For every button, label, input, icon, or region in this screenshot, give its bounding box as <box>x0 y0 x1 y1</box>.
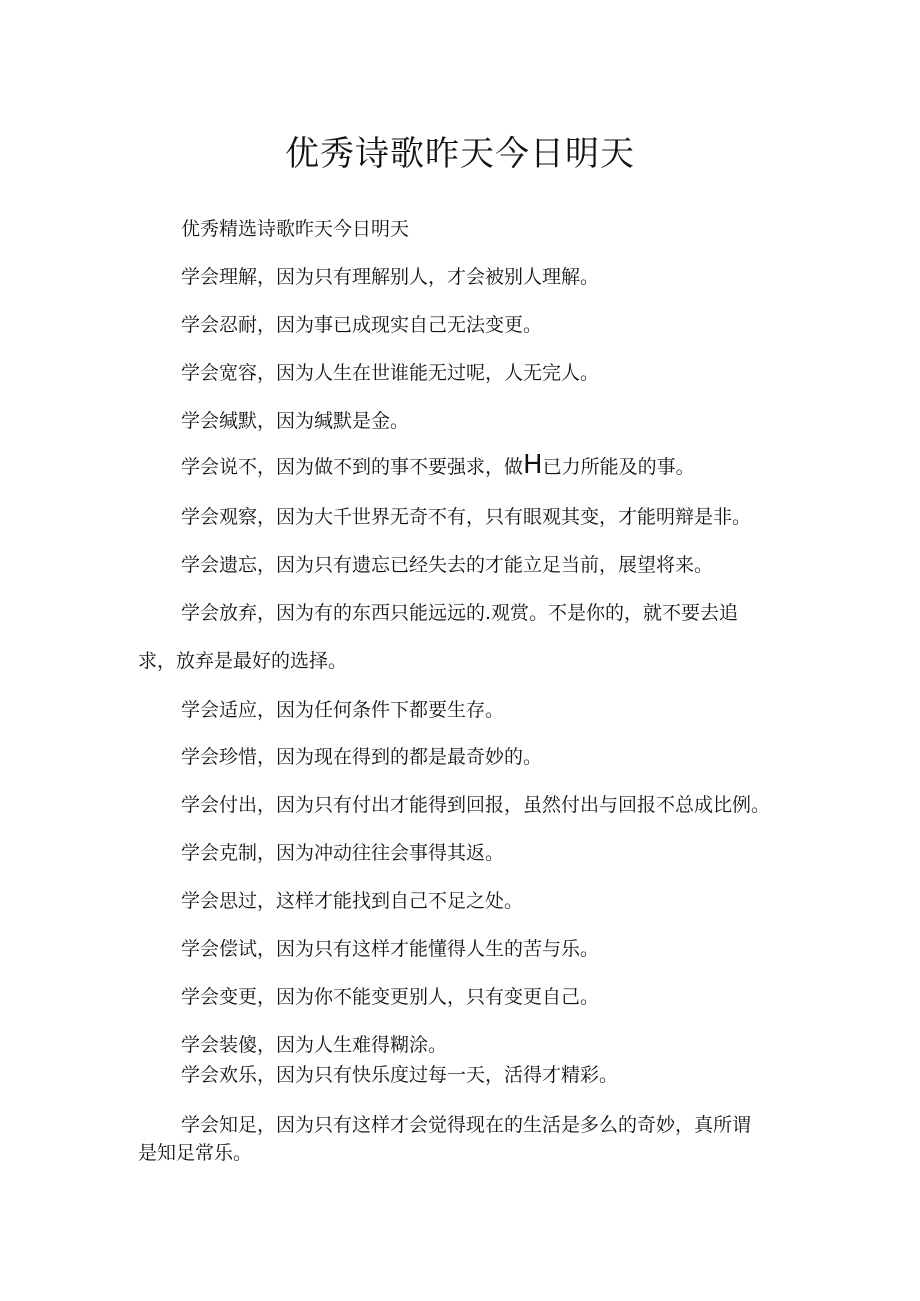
paragraph-change: 学会变更，因为你不能变更别人，只有变更自己。 <box>181 986 600 1008</box>
paragraph-adapt: 学会适应，因为任何条件下都要生存。 <box>181 699 505 721</box>
paragraph-understand: 学会理解，因为只有理解别人，才会被别人理解。 <box>181 266 600 288</box>
paragraph-reflect: 学会思过，这样才能找到自己不足之处。 <box>181 890 524 912</box>
paragraph-be-happy: 学会欢乐，因为只有快乐度过每一天，活得才精彩。 <box>181 1064 619 1086</box>
paragraph-give: 学会付出，因为只有付出才能得到回报，虽然付出与回报不总成比例。 <box>181 794 771 816</box>
paragraph-give-up <box>138 600 788 674</box>
paragraph-observe: 学会观察，因为大千世界无奇不有，只有眼观其变，才能明辩是非。 <box>181 506 752 528</box>
paragraph-play-dumb: 学会装傻，因为人生难得糊涂。 <box>181 1034 448 1056</box>
document-title: 优秀诗歌昨天今日明天 <box>285 134 635 174</box>
contentment-line-2: 是知足常乐。 <box>138 1142 253 1164</box>
give-up-line-1: 学会放弃，因为有的东西只能远远的.观赏。不是你的，就不要去追 <box>181 602 739 624</box>
paragraph-tolerate: 学会宽容，因为人生在世谁能无过呢，人无完人。 <box>181 362 600 384</box>
give-up-line-2: 求，放弃是最好的选择。 <box>138 650 348 672</box>
paragraph-try: 学会偿试，因为只有这样才能懂得人生的苦与乐。 <box>181 938 600 960</box>
say-no-text-after: 已力所能及的事。 <box>542 456 695 478</box>
paragraph-cherish: 学会珍惜，因为现在得到的都是最奇妙的。 <box>181 746 543 768</box>
paragraph-contentment <box>138 1112 788 1166</box>
subtitle-paragraph: 优秀精选诗歌昨天今日明天 <box>181 218 410 240</box>
contentment-line-1: 学会知足，因为只有这样才会觉得现在的生活是多么的奇妙，真所谓 <box>181 1114 752 1136</box>
paragraph-say-no <box>138 450 788 480</box>
say-no-text-before: 学会说不，因为做不到的事不要强求，做 <box>181 456 524 478</box>
paragraph-endure: 学会忍耐，因为事已成现实自己无法变更。 <box>181 314 543 336</box>
say-no-big-letter: H <box>523 450 543 480</box>
paragraph-silence: 学会缄默，因为缄默是金。 <box>181 410 410 432</box>
paragraph-forget: 学会遗忘，因为只有遗忘已经失去的才能立足当前，展望将来。 <box>181 554 714 576</box>
paragraph-restrain: 学会克制，因为冲动往往会事得其返。 <box>181 842 505 864</box>
